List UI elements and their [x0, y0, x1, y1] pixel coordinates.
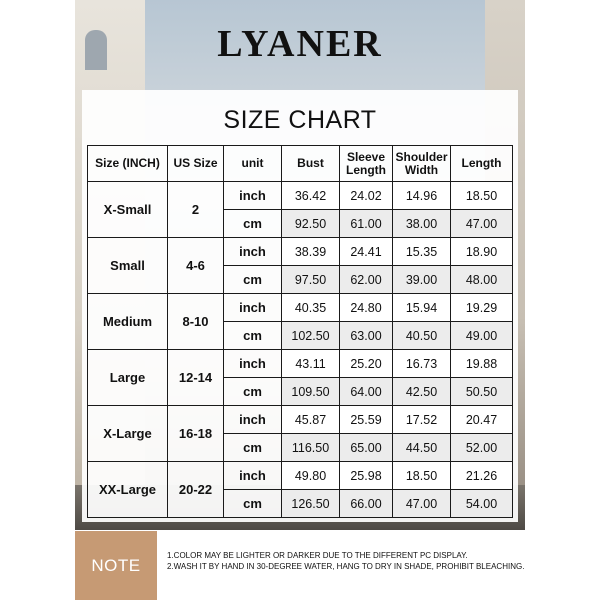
measurement-cell: 25.59 — [340, 406, 393, 434]
measurement-cell: 40.50 — [393, 322, 451, 350]
header-length: Length — [451, 146, 513, 182]
header-row — [88, 146, 513, 182]
measurement-cell: 38.00 — [393, 210, 451, 238]
measurement-cell: 36.42 — [282, 182, 340, 210]
note-line-1: 1.COLOR MAY BE LIGHTER OR DARKER DUE TO THE DIFFERENT PC DISPLAY. — [167, 551, 468, 560]
unit-cell: cm — [224, 322, 282, 350]
measurement-cell: 97.50 — [282, 266, 340, 294]
header-size: Size (INCH) — [88, 146, 168, 182]
measurement-cell: 49.00 — [451, 322, 513, 350]
size-name-cell: X-Small — [88, 182, 168, 238]
table-row — [88, 462, 513, 490]
measurement-cell: 14.96 — [393, 182, 451, 210]
note-line-2: 2.WASH IT BY HAND IN 30-DEGREE WATER, HANG TO DRY IN SHADE, PROHIBIT BLEACHING. — [167, 562, 525, 571]
unit-cell: inch — [224, 350, 282, 378]
us-size-cell: 12-14 — [168, 350, 224, 406]
measurement-cell: 25.20 — [340, 350, 393, 378]
measurement-cell: 19.88 — [451, 350, 513, 378]
size-chart-panel — [82, 90, 518, 522]
measurement-cell: 45.87 — [282, 406, 340, 434]
measurement-cell: 65.00 — [340, 434, 393, 462]
size-name-cell: X-Large — [88, 406, 168, 462]
us-size-cell: 16-18 — [168, 406, 224, 462]
measurement-cell: 25.98 — [340, 462, 393, 490]
measurement-cell: 43.11 — [282, 350, 340, 378]
measurement-cell: 17.52 — [393, 406, 451, 434]
unit-cell: cm — [224, 490, 282, 518]
measurement-cell: 47.00 — [451, 210, 513, 238]
unit-cell: cm — [224, 210, 282, 238]
size-name-cell: Medium — [88, 294, 168, 350]
size-table — [87, 145, 513, 518]
unit-cell: inch — [224, 238, 282, 266]
measurement-cell: 44.50 — [393, 434, 451, 462]
unit-cell: cm — [224, 434, 282, 462]
unit-cell: inch — [224, 182, 282, 210]
measurement-cell: 61.00 — [340, 210, 393, 238]
measurement-cell: 20.47 — [451, 406, 513, 434]
measurement-cell: 50.50 — [451, 378, 513, 406]
measurement-cell: 49.80 — [282, 462, 340, 490]
header-bust: Bust — [282, 146, 340, 182]
measurement-cell: 64.00 — [340, 378, 393, 406]
us-size-cell: 2 — [168, 182, 224, 238]
measurement-cell: 24.80 — [340, 294, 393, 322]
measurement-cell: 38.39 — [282, 238, 340, 266]
us-size-cell: 4-6 — [168, 238, 224, 294]
note-label: NOTE — [75, 531, 157, 600]
table-row — [88, 350, 513, 378]
header-shoulder-width: Shoulder Width — [393, 146, 451, 182]
table-row — [88, 294, 513, 322]
header-sleeve-length: Sleeve Length — [340, 146, 393, 182]
measurement-cell: 62.00 — [340, 266, 393, 294]
measurement-cell: 92.50 — [282, 210, 340, 238]
table-row — [88, 406, 513, 434]
measurement-cell: 24.41 — [340, 238, 393, 266]
chart-title: SIZE CHART — [223, 106, 377, 134]
size-name-cell: Large — [88, 350, 168, 406]
measurement-cell: 102.50 — [282, 322, 340, 350]
unit-cell: cm — [224, 266, 282, 294]
header-us-size: US Size — [168, 146, 224, 182]
size-name-cell: XX-Large — [88, 462, 168, 518]
measurement-cell: 15.35 — [393, 238, 451, 266]
measurement-cell: 39.00 — [393, 266, 451, 294]
table-row — [88, 182, 513, 210]
measurement-cell: 63.00 — [340, 322, 393, 350]
measurement-cell: 16.73 — [393, 350, 451, 378]
measurement-cell: 48.00 — [451, 266, 513, 294]
measurement-cell: 18.50 — [393, 462, 451, 490]
us-size-cell: 20-22 — [168, 462, 224, 518]
measurement-cell: 40.35 — [282, 294, 340, 322]
us-size-cell: 8-10 — [168, 294, 224, 350]
measurement-cell: 21.26 — [451, 462, 513, 490]
measurement-cell: 15.94 — [393, 294, 451, 322]
note-text — [167, 550, 527, 572]
measurement-cell: 24.02 — [340, 182, 393, 210]
measurement-cell: 54.00 — [451, 490, 513, 518]
measurement-cell: 42.50 — [393, 378, 451, 406]
unit-cell: inch — [224, 294, 282, 322]
measurement-cell: 116.50 — [282, 434, 340, 462]
header-unit: unit — [224, 146, 282, 182]
table-row — [88, 238, 513, 266]
measurement-cell: 18.90 — [451, 238, 513, 266]
brand-logo: LYANER — [217, 23, 383, 65]
size-name-cell: Small — [88, 238, 168, 294]
unit-cell: inch — [224, 406, 282, 434]
measurement-cell: 18.50 — [451, 182, 513, 210]
unit-cell: cm — [224, 378, 282, 406]
unit-cell: inch — [224, 462, 282, 490]
measurement-cell: 19.29 — [451, 294, 513, 322]
measurement-cell: 126.50 — [282, 490, 340, 518]
measurement-cell: 52.00 — [451, 434, 513, 462]
measurement-cell: 66.00 — [340, 490, 393, 518]
measurement-cell: 47.00 — [393, 490, 451, 518]
measurement-cell: 109.50 — [282, 378, 340, 406]
